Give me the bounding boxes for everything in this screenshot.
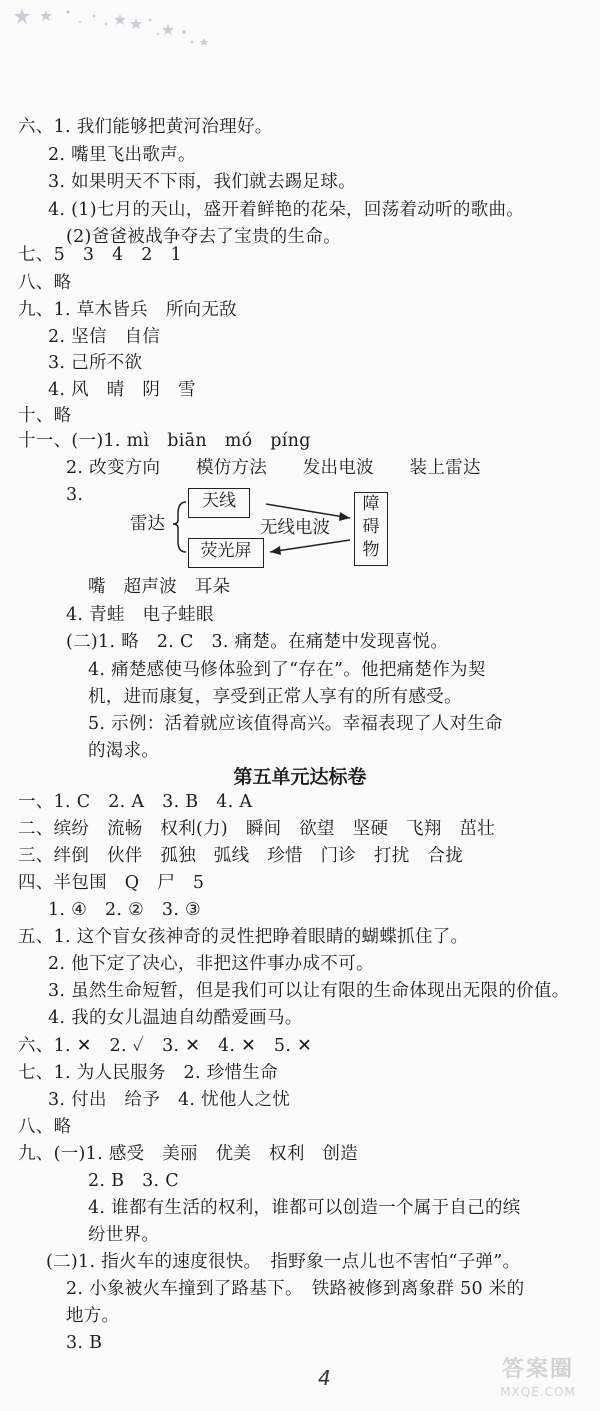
answer-line: 3.	[66, 485, 84, 505]
answer-line: 2. 他下定了决心，非把这件事办成不可。	[48, 954, 374, 974]
answer-line: 六、1. 我们能够把黄河治理好。	[18, 117, 273, 137]
answer-line: 2. 坚信 自信	[48, 327, 161, 347]
answer-line: 2. B 3. C	[88, 1171, 179, 1191]
answer-line: 二、缤纷 流畅 权利(力) 瞬间 欲望 坚硬 飞翔 茁壮	[18, 819, 496, 839]
answer-line: 2. 嘴里飞出歌声。	[48, 145, 196, 165]
watermark-logo	[482, 1356, 594, 1408]
answer-line: (二)1. 略 2. C 3. 痛楚。在痛楚中发现喜悦。	[66, 632, 449, 652]
answer-line: 九、1. 草木皆兵 所向无敌	[18, 300, 237, 320]
answer-line: 2. 改变方向 模仿方法 发出电波 装上雷达	[66, 458, 481, 478]
answer-line: 3. 己所不欲	[48, 353, 143, 373]
radar-diagram	[120, 482, 420, 582]
answer-line: 嘴 超声波 耳朵	[88, 577, 231, 597]
answer-line: 1. ④ 2. ② 3. ③	[48, 900, 202, 920]
answer-line: 纷世界。	[88, 1225, 160, 1245]
answer-line: 十一、(一)1. mì biān mó píng	[18, 431, 311, 451]
antenna-box: 天线	[188, 488, 250, 518]
answer-line: 机，进而康复，享受到正常人享有的所有感受。	[88, 687, 462, 707]
answer-line: (二)1. 指火车的速度很快。 指野象一点儿也不害怕“子弹”。	[46, 1252, 521, 1272]
answer-line: 五、1. 这个盲女孩神奇的灵性把睁着眼睛的蝴蝶抓住了。	[18, 927, 469, 947]
answer-line: 九、(一)1. 感受 美丽 优美 权利 创造	[18, 1144, 359, 1164]
answer-line: 的渴求。	[88, 741, 160, 761]
obstacle-char: 物	[362, 540, 380, 560]
answer-line: 2. 小象被火车撞到了路基下。 铁路被修到离象群 50 米的	[66, 1279, 525, 1299]
obstacle-char: 障	[362, 494, 380, 514]
answer-line: 四、半包围 Q 尸 5	[18, 873, 205, 893]
watermark-url: MXQE.COM	[500, 1385, 576, 1399]
answer-line: (2)爸爸被战争夺去了宝贵的生命。	[66, 227, 341, 247]
radar-label: 雷达	[130, 514, 165, 534]
answer-line: 六、1. ✕ 2. ✓ 3. ✕ 4. ✕ 5. ✕	[18, 1036, 313, 1056]
answer-line: 八、略	[18, 273, 72, 293]
watermark-text: 答案圈	[501, 1357, 574, 1382]
answer-line: 三、绊倒 伙伴 孤独 弧线 珍惜 门诊 打扰 合拢	[18, 846, 463, 866]
decorative-stars	[8, 4, 218, 52]
answer-line: 一、1. C 2. A 3. B 4. A	[18, 792, 253, 812]
screen-box: 荧光屏	[188, 538, 264, 568]
answer-line: 七、5 3 4 2 1	[18, 245, 182, 265]
answer-line: 地方。	[66, 1306, 120, 1326]
answer-line: 4. 痛楚感使马修体验到了“存在”。他把痛楚作为契	[88, 660, 486, 680]
answer-line: 5. 示例：活着就应该值得高兴。幸福表现了人对生命	[88, 714, 503, 734]
answer-line: 3. 虽然生命短暂，但是我们可以让有限的生命体现出无限的价值。	[48, 981, 570, 1001]
radio-wave-label: 无线电波	[260, 518, 330, 538]
answer-line: 八、略	[18, 1117, 72, 1137]
answer-line: 4. 风 晴 阴 雪	[48, 380, 196, 400]
obstacle-char: 碍	[362, 517, 380, 537]
answer-line: 3. B	[66, 1333, 103, 1353]
section-title: 第五单元达标卷	[233, 766, 367, 788]
answer-line: 3. 付出 给予 4. 忧他人之忧	[48, 1090, 291, 1110]
answer-line: 4. 谁都有生活的权利，谁都可以创造一个属于自己的缤	[88, 1198, 521, 1218]
answer-line: 4. 我的女儿温迪自幼酷爱画马。	[48, 1008, 303, 1028]
answer-line: 3. 如果明天不下雨，我们就去踢足球。	[48, 172, 356, 192]
answer-line: 七、1. 为人民服务 2. 珍惜生命	[18, 1063, 278, 1083]
page-number: 4	[318, 1366, 331, 1390]
answer-line: 十、略	[18, 406, 72, 426]
answer-line: 4. 青蛙 电子蛙眼	[66, 605, 214, 625]
answer-line: 4. (1)七月的天山，盛开着鲜艳的花朵，回荡着动听的歌曲。	[48, 200, 525, 220]
obstacle-box	[354, 492, 388, 566]
